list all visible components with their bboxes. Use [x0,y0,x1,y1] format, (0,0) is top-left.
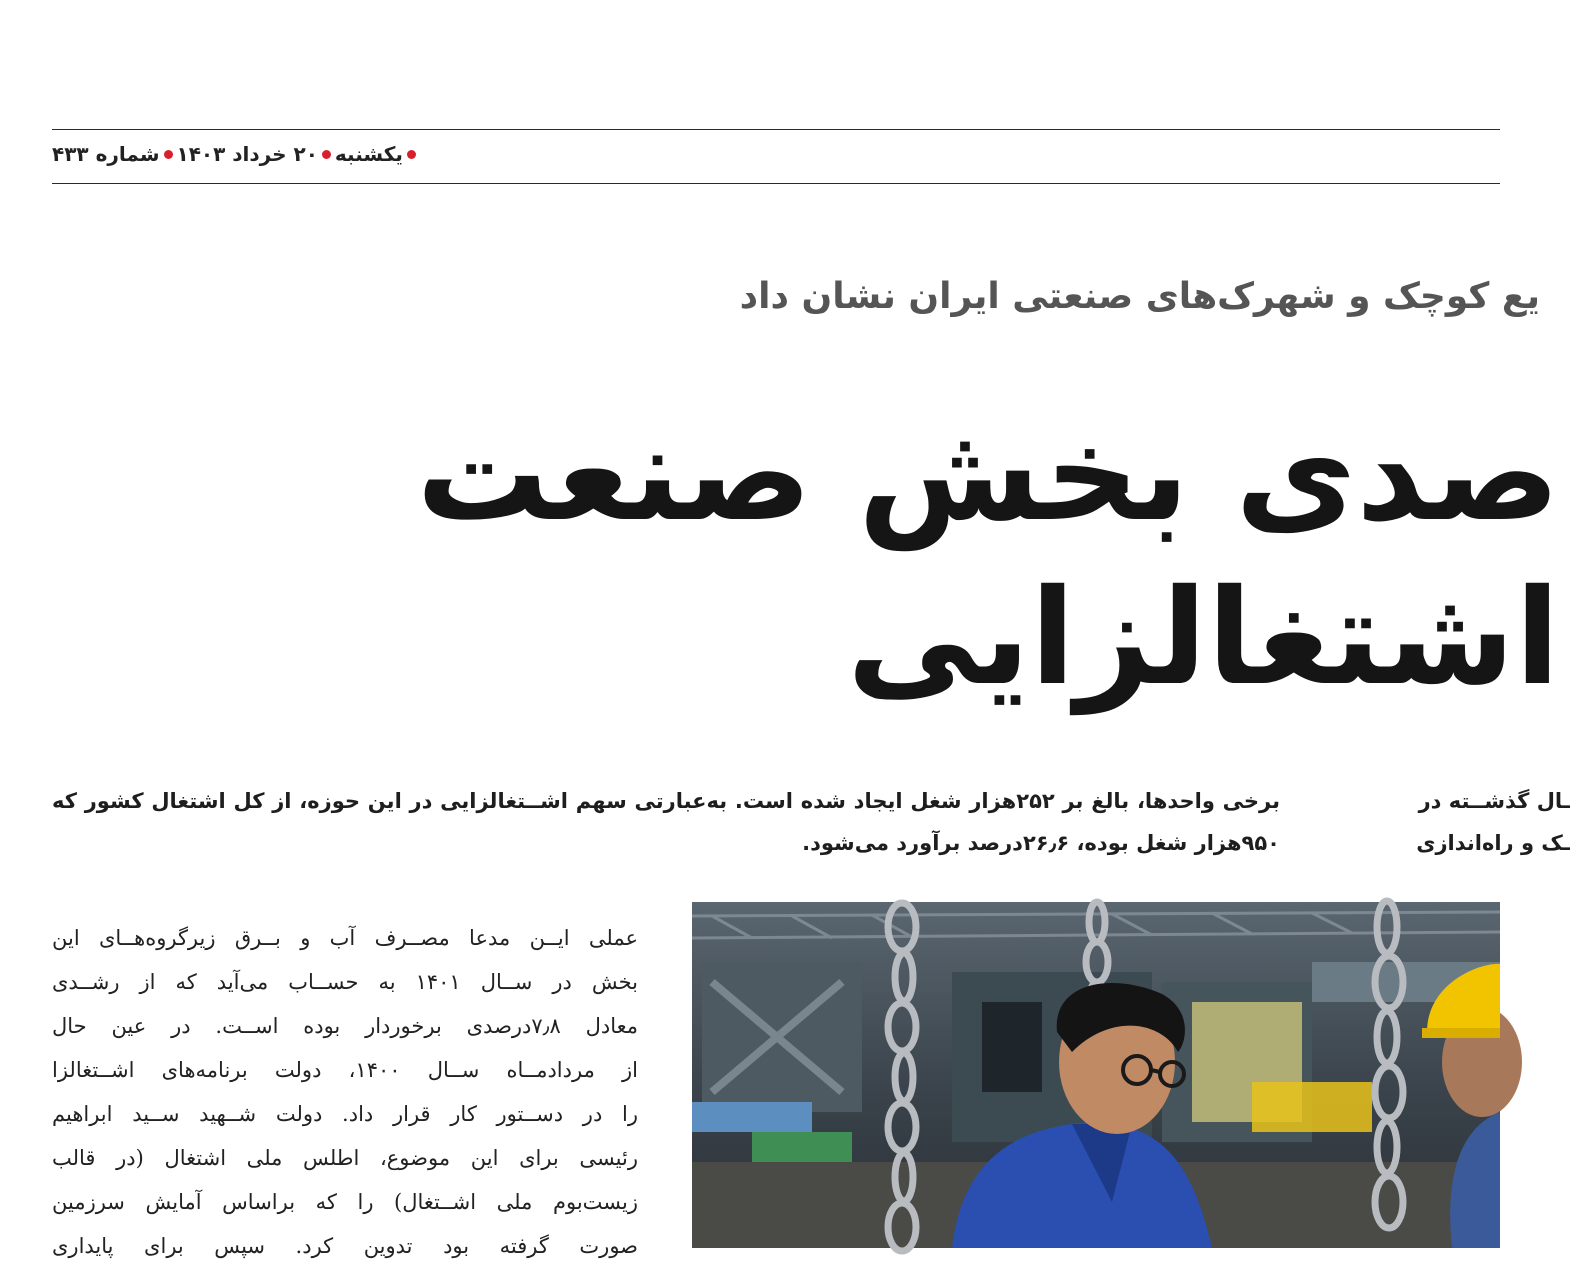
body-line: از مردادمــاه ســال ۱۴۰۰، دولت برنامه‌های اشــتغالزا [52,1058,639,1082]
article-headline [416,392,1560,720]
photo-illustration [692,902,1500,1248]
lead-paragraph: برخی واحدها، بالغ بر ۲۵۲هزار شغل ایجاد شده است. به‌عبارتی سهم اشــتغالزایی در این حوزه، از کل اشتغال کشور که ۹۵۰هزار شغل بوده، ۲۶٫۶درصد برآورد می‌شود. [52,789,1280,855]
dateline-day: یکشنبه [334,142,403,166]
headline-line-1: صدی بخش صنعت [416,397,1560,551]
dateline-date: ۲۰ خرداد ۱۴۰۳ [176,142,318,166]
top-rule [52,129,1500,130]
lead-paragraph-continued [1330,780,1570,864]
headline-line-2: اشتغالزایی [846,561,1560,715]
body-line: زیست‌بوم ملی اشــتغال) را که براساس آمایش سرزمین [52,1190,638,1214]
body-line: را در دســتور کار قرار داد. دولت شــهید ســید ابراهیم [52,1102,638,1126]
dateline-issue: شماره ۴۳۳ [52,142,160,166]
dateline [52,138,416,170]
bottom-rule [52,183,1500,184]
body-line: بخش در ســال ۱۴۰۱ به حســاب می‌آید که از رشــدی [52,970,638,994]
bullet-dot-icon [407,150,416,159]
article-kicker: یع کوچک و شهرک‌های صنعتی ایران نشان داد [739,276,1540,317]
body-line: عملی ایــن مدعا مصــرف آب و بــرق زیرگروه‌هــای این [52,926,638,950]
bullet-dot-icon [164,150,173,159]
factory-workers-photo [692,902,1500,1248]
lead-side-line-1: ـال گذشــته در [1418,789,1570,813]
bullet-dot-icon [322,150,331,159]
lead-side-line-2: ـک و راه‌اندازی [1416,831,1570,855]
body-line: معادل ۷٫۸درصدی برخوردار بوده اســت. در عین حال [52,1014,638,1038]
body-line: رئیسی برای این موضوع، اطلس ملی اشتغال (در قالب [52,1146,638,1170]
body-line: صورت گرفته بود تدوین کرد. سپس برای پایداری [52,1234,638,1258]
body-column [52,916,638,1268]
